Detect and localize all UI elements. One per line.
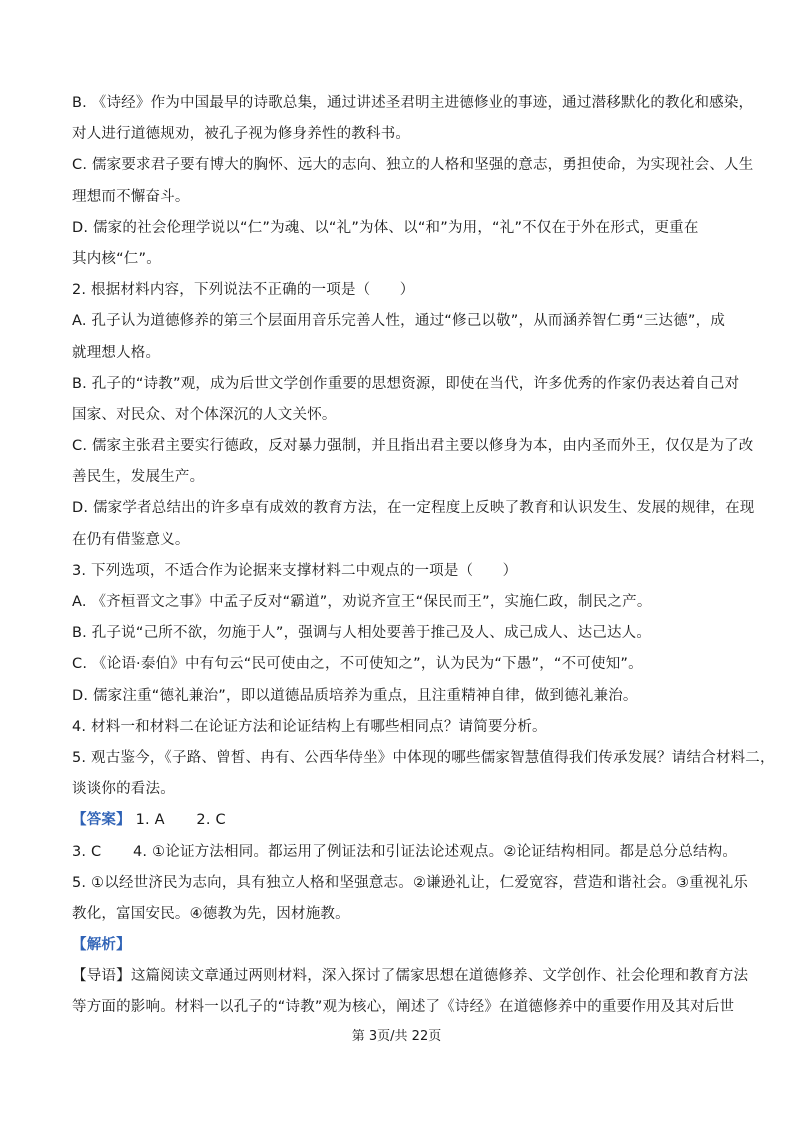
q2-option-d-line-1: D. 儒家学者总结出的许多卓有成效的教育方法，在一定程度上反映了教育和认识发生、发展的规律，在现: [72, 500, 755, 517]
guide-line-2: 等方面的影响。材料一以孔子的“诗教”观为核心，阐述了《诗经》在道德修养中的重要作用及其对后世: [72, 999, 735, 1016]
q2-option-a-line-2: 就理想人格。: [72, 344, 161, 361]
option-b-line-2: 对人进行道德规劝，被孔子视为修身养性的教科书。: [72, 126, 411, 143]
answer-2: 2. C: [196, 812, 226, 829]
option-d-line-2: 其内核“仁”。: [72, 250, 161, 267]
q3-option-b: B. 孔子说“己所不欲，勿施于人”，强调与人相处要善于推己及人、成己成人、达己达人。: [72, 625, 652, 642]
guide-text-1: 这篇阅读文章通过两则材料，深入探讨了儒家思想在道德修养、文学创作、社会伦理和教育方法: [130, 968, 749, 985]
answer-tag: 【答案】: [72, 812, 131, 829]
q2-option-c-line-1: C. 儒家主张君主要实行德政，反对暴力强制，并且指出君主要以修身为本，由内圣而外王，仅仅是为了改: [72, 438, 754, 455]
question-5-line-2: 谈谈你的看法。: [72, 781, 175, 798]
q2-option-c-line-2: 善民生，发展生产。: [72, 469, 205, 486]
question-4: 4. 材料一和材料二在论证方法和论证结构上有哪些相同点？请简要分析。: [72, 718, 547, 735]
q2-option-a-line-1: A. 孔子认为道德修养的第三个层面用音乐完善人性，通过“修己以敬”，从而涵养智仁勇“三达德”，成: [72, 313, 726, 330]
guide-line-1: [72, 961, 749, 992]
guide-tag: 【导语】: [72, 968, 131, 985]
answer-5-line-2: 教化，富国安民。④德教为先，因材施教。: [72, 905, 350, 922]
q3-option-c: C. 《论语·泰伯》中有句云“民可使由之，不可使知之”，认为民为“下愚”，“不可使知”。: [72, 656, 643, 673]
option-c-line-2: 理想而不懈奋斗。: [72, 188, 190, 205]
option-d-line-1: D. 儒家的社会伦理学说以“仁”为魂、以“礼”为体、以“和”为用，“礼”不仅在于外在形式，更重在: [72, 219, 699, 236]
option-b-line-1: B. 《诗经》作为中国最早的诗歌总集，通过讲述圣君明主进德修业的事迹，通过潜移默化的教化和感染，: [72, 95, 754, 111]
question-3: 3. 下列选项，不适合作为论据来支撑材料二中观点的一项是（ ）: [72, 562, 518, 579]
q2-option-b-line-1: B. 孔子的“诗教”观，成为后世文学创作重要的思想资源，即使在当代，许多优秀的作家仍表达着自己对: [72, 375, 740, 392]
question-2: 2. 根据材料内容，下列说法不正确的一项是（ ）: [72, 282, 415, 299]
question-5-line-1: 5. 观古鉴今，《子路、曾皙、冉有、公西华侍坐》中体现的哪些儒家智慧值得我们传承发展？请结合材料二，: [72, 749, 775, 766]
analysis-tag: 【解析】: [72, 937, 131, 954]
answer-line-1: [72, 805, 728, 836]
q3-option-a: A. 《齐桓晋文之事》中孟子反对“霸道”，劝说齐宣王“保民而王”，实施仁政，制民之产。: [72, 594, 652, 610]
answer-4: 4. ①论证方法相同。都运用了例证法和引证法论述观点。②论证结构相同。都是总分总结构。: [133, 843, 738, 860]
q3-option-d: D. 儒家注重“德礼兼治”，即以道德品质培养为重点，且注重精神自律，做到德礼兼治。: [72, 687, 638, 704]
q2-option-b-line-2: 国家、对民众、对个体深沉的人文关怀。: [72, 406, 337, 423]
document-body: [72, 88, 775, 1024]
answer-line-2: [72, 837, 738, 868]
q2-option-d-line-2: 在仍有借鉴意义。: [72, 531, 190, 548]
answer-3: 3. C: [72, 843, 102, 860]
answer-5-line-1: 5. ①以经世济民为志向，具有独立人格和坚强意志。②谦逊礼让，仁爱宽容，营造和谐社会。③重视礼乐: [72, 874, 749, 891]
answer-1: 1. A: [135, 812, 165, 829]
option-c-line-1: C. 儒家要求君子要有博大的胸怀、远大的志向、独立的人格和坚强的意志，勇担使命，为实现社会、人生: [72, 157, 754, 174]
analysis-heading: [72, 930, 728, 961]
page-number-footer: 第 3页/共 22页: [351, 1029, 442, 1044]
